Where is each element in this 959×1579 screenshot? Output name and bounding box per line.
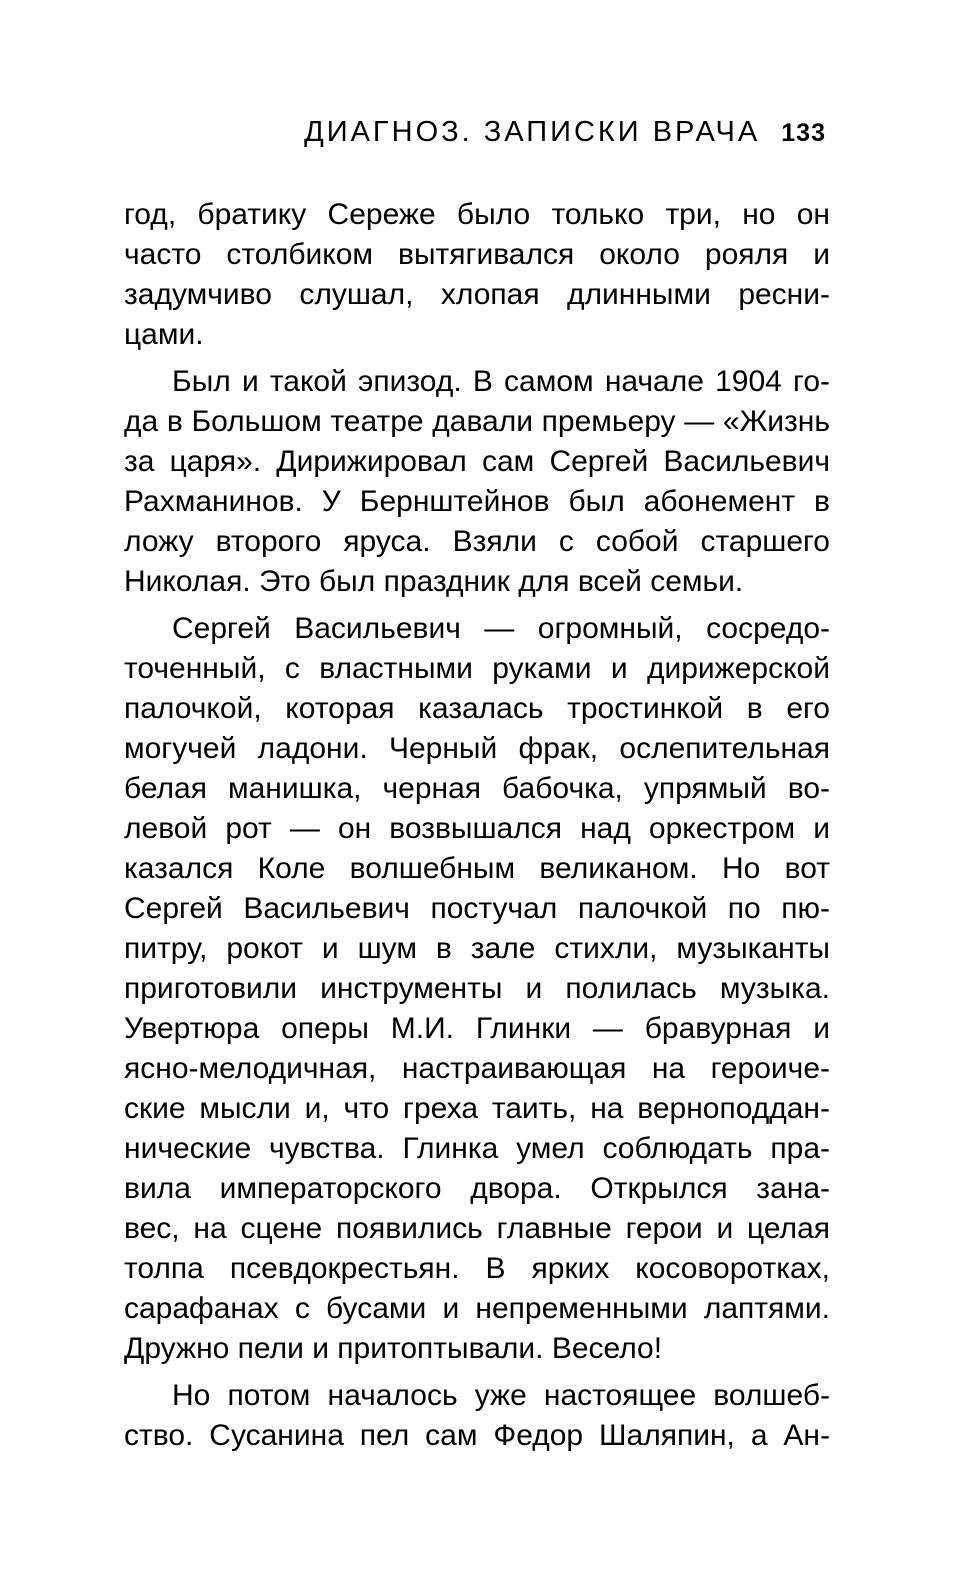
text-line: палочкой, которая казалась тростинкой в его: [124, 692, 830, 725]
text-line: приготовили инструменты и полилась музыка.: [124, 972, 830, 1005]
text-line: левой рот — он возвышался над оркестром и: [124, 812, 830, 845]
paragraph: [124, 195, 830, 355]
text-line: ложу второго яруса. Взяли с собой старшего: [124, 525, 830, 558]
text-line: Увертюра оперы М.И. Глинки — бравурная и: [124, 1012, 830, 1045]
text-line: могучей ладони. Черный фрак, ослепительная: [124, 732, 830, 765]
text-body: [124, 195, 830, 1456]
text-line: ясно-мелодичная, настраивающая на героиче-: [124, 1052, 830, 1085]
running-header: [304, 118, 826, 147]
running-title: ДИАГНОЗ. ЗАПИСКИ ВРАЧА: [304, 116, 761, 148]
paragraph-gap: [124, 1369, 830, 1376]
text-line: Сергей Васильевич — огромный, сосредо-: [172, 612, 830, 645]
text-line: нические чувства. Глинка умел соблюдать пра-: [124, 1132, 830, 1165]
page-number: 133: [781, 119, 826, 147]
text-line: цами.: [124, 318, 204, 351]
text-line: Николая. Это был праздник для всей семьи.: [124, 565, 744, 598]
text-line: ские мысли и, что греха таить, на верноподдан-: [124, 1092, 830, 1125]
text-line: да в Большом театре давали премьеру — «Жизнь: [124, 405, 830, 438]
text-line: Сергей Васильевич постучал палочкой по пю-: [124, 892, 830, 925]
text-line: Рахманинов. У Бернштейнов был абонемент в: [124, 485, 830, 518]
text-line: ство. Сусанина пел сам Федор Шаляпин, а Ан-: [124, 1419, 830, 1452]
text-line: за царя». Дирижировал сам Сергей Васильевич: [124, 445, 830, 478]
text-line: задумчиво слушал, хлопая длинными ресни-: [124, 278, 830, 311]
text-line: Был и такой эпизод. В самом начале 1904 го-: [172, 365, 830, 398]
paragraph: [124, 609, 830, 1369]
text-line: питру, рокот и шум в зале стихли, музыканты: [124, 932, 830, 965]
text-line: белая манишка, черная бабочка, упрямый во-: [124, 772, 830, 805]
paragraph: [124, 362, 830, 602]
text-line: Но потом началось уже настоящее волшеб-: [172, 1379, 830, 1412]
text-line: год, братику Сереже было только три, но он: [124, 198, 830, 231]
text-line: Дружно пели и притоптывали. Весело!: [124, 1332, 663, 1365]
text-line: толпа псевдокрестьян. В ярких косоворотках,: [124, 1252, 830, 1285]
text-line: вила императорского двора. Открылся зана-: [124, 1172, 830, 1205]
text-line: сарафанах с бусами и непременными лаптями.: [124, 1292, 830, 1325]
text-line: точенный, с властными руками и дирижерской: [124, 652, 830, 685]
paragraph: [124, 1376, 830, 1456]
paragraph-gap: [124, 355, 830, 362]
paragraph-gap: [124, 602, 830, 609]
text-line: казался Коле волшебным великаном. Но вот: [124, 852, 830, 885]
text-line: вес, на сцене появились главные герои и целая: [124, 1212, 830, 1245]
text-line: часто столбиком вытягивался около рояля и: [124, 238, 830, 271]
